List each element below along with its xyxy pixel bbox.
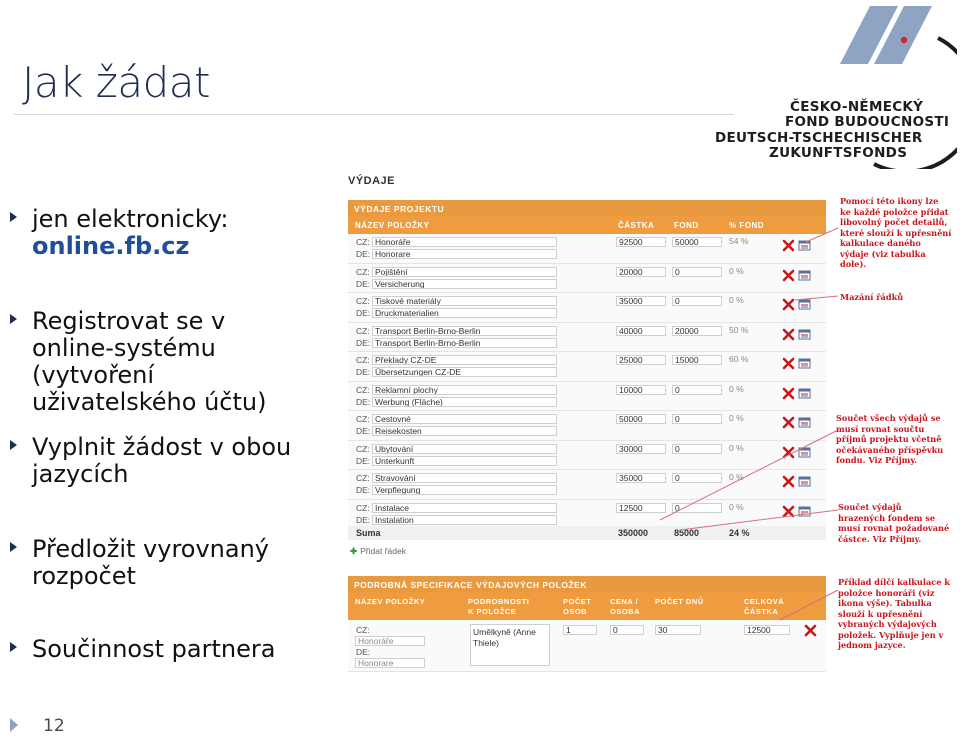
table-row (348, 293, 826, 323)
item-de-field[interactable]: Verpflegung (372, 485, 557, 495)
title-divider (14, 114, 734, 115)
delete-icon[interactable] (804, 624, 817, 637)
detail-table-header (348, 592, 826, 620)
item-cz-field[interactable]: Tiskové materiály (372, 296, 557, 306)
item-cz-field[interactable]: Reklamní plochy (372, 385, 557, 395)
amount-field[interactable]: 40000 (616, 326, 666, 336)
de-label: DE: (356, 455, 371, 466)
amount-field[interactable]: 35000 (616, 296, 666, 306)
item-cz-field[interactable]: Instalace (372, 503, 557, 513)
price-field[interactable]: 0 (610, 625, 644, 635)
item-cz-field[interactable]: Překlady CZ-DE (372, 355, 557, 365)
bullet-item (6, 434, 316, 488)
amount-field[interactable]: 10000 (616, 385, 666, 395)
annotation-icon-hint: Pomocí této ikony lze ke každé položce přidat libovolný počet detailů, které slouží k upřesnění kalkulace daného výdaje (viz tabulka dole). (840, 196, 952, 269)
delete-icon[interactable] (782, 446, 795, 459)
item-de-field[interactable]: Versicherung (372, 279, 557, 289)
item-de-field[interactable]: Honorare (372, 249, 557, 259)
form-heading: VÝDAJE (348, 175, 396, 187)
fund-field[interactable]: 0 (672, 503, 722, 513)
bullet-item (6, 536, 316, 590)
item-de-field[interactable]: Druckmaterialien (372, 308, 557, 318)
table-row (348, 382, 826, 412)
bullet-arrow-icon (10, 314, 17, 324)
pct-value: 0 % (729, 413, 744, 423)
item-de-field[interactable]: Unterkunft (372, 456, 557, 466)
amount-field[interactable]: 12500 (616, 503, 666, 513)
de-label: DE: (356, 485, 371, 495)
detail-cz-field[interactable]: Honoráře (355, 636, 425, 646)
detail-column-days: POČET DNŮ (655, 597, 704, 606)
item-de-field[interactable]: Werbung (Fläche) (372, 397, 557, 407)
item-cz-field[interactable]: Stravování (372, 473, 557, 483)
detail-column-price: CENA / OSOBA (610, 597, 641, 616)
detail-column-total: CELKOVÁ ČÁSTKA (744, 597, 785, 616)
cz-label: CZ: (356, 384, 370, 395)
amount-field[interactable]: 30000 (616, 444, 666, 454)
cz-label: CZ: (356, 414, 370, 424)
bullet-arrow-icon (10, 542, 17, 552)
sum-pct: 24 % (729, 528, 750, 538)
fund-logo (712, 4, 957, 169)
pct-value: 50 % (729, 324, 749, 335)
annotation-fund-sum-hint: Součet výdajů hrazených fondem se musí rovnat požadované částce. Viz Příjmy. (838, 502, 950, 544)
fund-field[interactable]: 0 (672, 473, 722, 483)
add-detail-icon[interactable] (798, 328, 811, 341)
bullet-arrow-icon (10, 642, 17, 652)
item-de-field[interactable]: Transport Berlin-Brno-Berlin (372, 338, 557, 348)
cz-label: CZ: (356, 266, 370, 277)
detail-de-field[interactable]: Honorare (355, 658, 425, 668)
sum-row (348, 526, 826, 540)
logo-line-3: DEUTSCH-TSCHECHISCHER (715, 130, 923, 146)
fund-field[interactable]: 50000 (672, 237, 722, 247)
cz-label: CZ: (356, 502, 370, 513)
delete-icon[interactable] (782, 387, 795, 400)
logo-line-4: ZUKUNFTSFONDS (769, 145, 908, 161)
add-row-label: Přidat řádek (360, 546, 406, 556)
bullet-arrow-icon (10, 440, 17, 450)
column-header-fund: FOND (674, 221, 699, 230)
cz-label: CZ: (356, 473, 370, 483)
pct-value: 60 % (729, 354, 749, 364)
slide-title: Jak žádat (22, 58, 210, 107)
de-label: DE: (356, 367, 371, 377)
fund-field[interactable]: 0 (672, 296, 722, 306)
de-label: DE: (356, 647, 371, 657)
de-label: DE: (356, 514, 371, 525)
fund-field[interactable]: 0 (672, 267, 722, 277)
item-de-field[interactable]: Reisekosten (372, 426, 557, 436)
pct-value: 54 % (729, 236, 749, 246)
add-detail-icon[interactable] (798, 416, 811, 429)
delete-icon[interactable] (782, 416, 795, 429)
detail-column-detail: PODROBNOSTI K POLOŽCE (468, 597, 530, 616)
logo-line-2: FOND BUDOUCNOSTI (785, 114, 950, 130)
amount-field[interactable]: 92500 (616, 237, 666, 247)
table-row (348, 264, 826, 294)
pct-value: 0 % (729, 383, 744, 394)
sum-fund: 85000 (674, 528, 700, 538)
delete-icon[interactable] (782, 328, 795, 341)
table-row (348, 352, 826, 382)
pct-value: 0 % (729, 265, 744, 276)
delete-icon[interactable] (782, 269, 795, 282)
de-label: DE: (356, 426, 371, 436)
website-link[interactable]: online.fb.cz (32, 232, 190, 260)
item-de-field[interactable]: Übersetzungen CZ-DE (372, 367, 557, 377)
amount-field[interactable]: 25000 (616, 355, 666, 365)
annotation-detail-hint: Příklad dílčí kalkulace k položce honoráři (viz ikona výše). Tabulka slouží k upřesnění vybraných výdajových položek. Vyplňuje jen v jednom jazyce. (838, 577, 950, 650)
item-cz-field[interactable]: Transport Berlin-Brno-Berlin (372, 326, 557, 336)
sum-amount: 350000 (618, 528, 649, 538)
bullet-arrow-icon (10, 212, 17, 222)
column-header-pct: % FOND (729, 221, 764, 230)
add-detail-icon[interactable] (798, 446, 811, 459)
pct-value: 0 % (729, 472, 744, 482)
cz-label: CZ: (356, 237, 370, 247)
add-detail-icon[interactable] (798, 475, 811, 488)
pct-value: 0 % (729, 501, 744, 512)
budget-form-screenshot (348, 170, 828, 680)
slide-number: 12 (43, 716, 65, 736)
detail-section-title: PODROBNÁ SPECIFIKACE VÝDAJOVÝCH POLOŽEK (348, 576, 826, 592)
delete-icon[interactable] (782, 357, 795, 370)
bullet-item (6, 308, 316, 416)
bullet-item (6, 636, 316, 663)
count-field[interactable]: 1 (563, 625, 597, 635)
amount-field[interactable]: 20000 (616, 267, 666, 277)
pct-value: 0 % (729, 442, 744, 453)
column-header-amount: ČÁSTKA (618, 221, 655, 230)
corner-decoration-icon (8, 714, 28, 736)
add-detail-icon[interactable] (798, 387, 811, 400)
de-label: DE: (356, 337, 371, 348)
annotation-sum-hint: Součet všech výdajů se musí rovnat součtu příjmů projektu včetně očekávaného příspěvku fondu. Viz Příjmy. (836, 413, 944, 465)
de-label: DE: (356, 249, 371, 259)
delete-icon[interactable] (782, 475, 795, 488)
bullet-text: Součinnost partnera (32, 635, 276, 663)
add-detail-icon[interactable] (798, 298, 811, 311)
total-field[interactable]: 12500 (744, 625, 790, 635)
add-detail-icon[interactable] (798, 269, 811, 282)
bullet-text: Vyplnit žádost v obou jazycích (32, 433, 292, 488)
de-label: DE: (356, 278, 371, 289)
add-row-link[interactable] (350, 546, 406, 557)
detail-row (348, 620, 826, 672)
days-field[interactable]: 30 (655, 625, 701, 635)
add-detail-icon[interactable] (798, 239, 811, 252)
de-label: DE: (356, 308, 371, 318)
cz-label: CZ: (356, 296, 370, 306)
pct-value: 0 % (729, 295, 744, 305)
add-detail-icon[interactable] (798, 357, 811, 370)
column-header-name: NÁZEV POLOŽKY (355, 221, 430, 230)
table-row (348, 470, 826, 500)
detail-column-name: NÁZEV POLOŽKY (355, 597, 426, 606)
fund-field[interactable]: 20000 (672, 326, 722, 336)
amount-field[interactable]: 35000 (616, 473, 666, 483)
plus-icon: ✚ (350, 546, 358, 556)
table-row (348, 411, 826, 441)
detail-column-count: POČET OSOB (563, 597, 592, 616)
item-de-field[interactable]: Instalation (372, 515, 557, 525)
amount-field[interactable]: 50000 (616, 414, 666, 424)
fund-field[interactable]: 0 (672, 414, 722, 424)
section-title: VÝDAJE PROJEKTU (348, 200, 826, 216)
logo-line-1: ČESKO-NĚMECKÝ (790, 99, 924, 115)
annotation-delete-rows: Mazání řádků (840, 292, 904, 302)
item-cz-field[interactable]: Honoráře (372, 237, 557, 247)
de-label: DE: (356, 396, 371, 407)
bullet-text: Registrovat se v online-systému (vytvoření uživatelského účtu) (32, 307, 267, 416)
cz-label: CZ: (356, 355, 370, 365)
fund-field[interactable]: 0 (672, 444, 722, 454)
cz-label: CZ: (356, 443, 370, 454)
item-cz-field[interactable]: Ubytování (372, 444, 557, 454)
sum-label: Suma (356, 528, 381, 538)
table-row (348, 234, 826, 264)
detail-textarea[interactable]: Umělkyně (Anne Thiele) (470, 624, 550, 666)
table-row (348, 500, 826, 530)
bullet-text: jen elektronicky: (32, 205, 229, 233)
cz-label: CZ: (356, 325, 370, 336)
delete-icon[interactable] (782, 239, 795, 252)
delete-icon[interactable] (782, 505, 795, 518)
delete-icon[interactable] (782, 298, 795, 311)
bullet-item (6, 206, 228, 260)
table-header (348, 216, 826, 234)
table-row (348, 441, 826, 471)
bullet-text: Předložit vyrovnaný rozpočet (32, 535, 270, 590)
add-detail-icon[interactable] (798, 505, 811, 518)
fund-field[interactable]: 0 (672, 385, 722, 395)
item-cz-field[interactable]: Pojištění (372, 267, 557, 277)
cz-label: CZ: (356, 625, 370, 635)
table-row (348, 323, 826, 353)
item-cz-field[interactable]: Cestovné (372, 414, 557, 424)
fund-field[interactable]: 15000 (672, 355, 722, 365)
